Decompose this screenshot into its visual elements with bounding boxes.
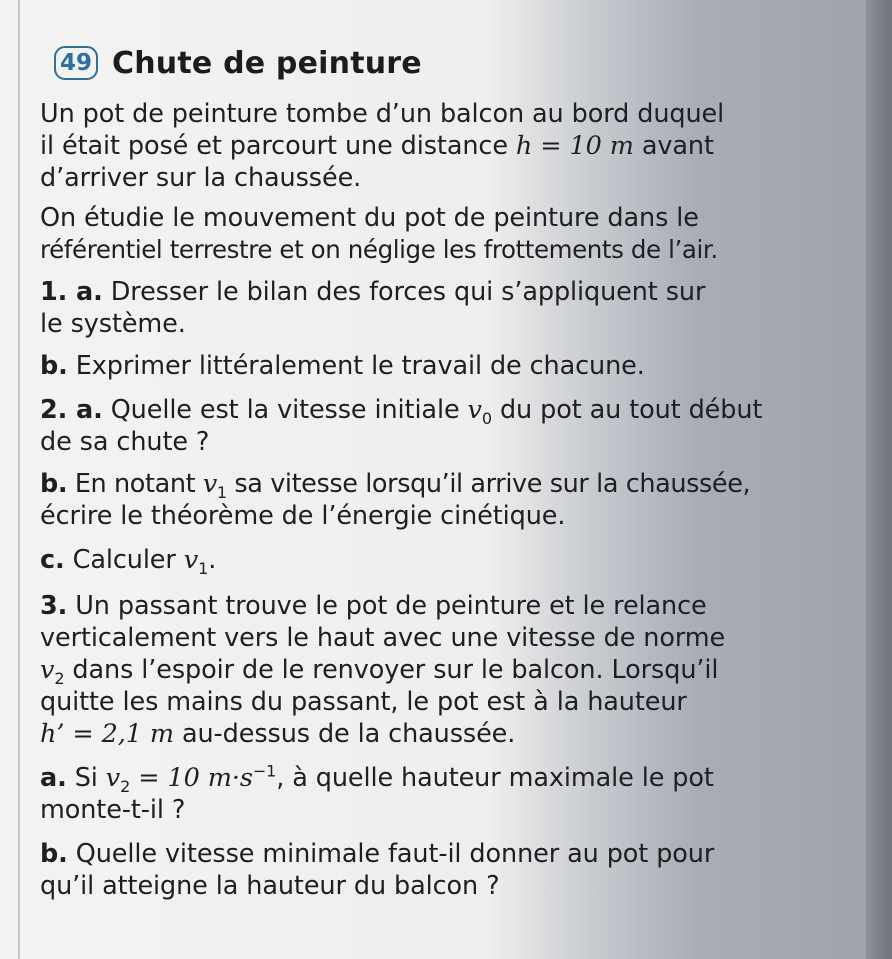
text-l22: qu’il atteigne la hauteur du balcon ?: [40, 871, 500, 901]
question-3: [40, 590, 707, 622]
math-v2-eq: = 10 m·s: [130, 763, 253, 793]
var-v1: v: [202, 469, 217, 499]
math-h-prime: h’ = 2,1 m: [40, 719, 174, 749]
q2b-label: b.: [40, 469, 68, 499]
text-line-18: [40, 718, 515, 750]
text-l3: d’arriver sur la chaussée.: [40, 163, 362, 193]
q1a-text: Dresser le bilan des forces qui s’appliquent sur: [102, 277, 706, 307]
text-l18: au-dessus de la chaussée.: [173, 719, 516, 749]
text-line-22: [40, 870, 500, 902]
q2a-text: Quelle est la vitesse initiale: [102, 395, 468, 425]
q2b-text: En notant: [67, 469, 203, 499]
question-1a: [40, 276, 705, 308]
exercise-number-badge: 49: [54, 46, 98, 80]
question-3a: [40, 761, 714, 797]
math-h: h = 10 m: [515, 131, 634, 161]
text-l15: verticalement vers le haut avec une vitesse de norme: [40, 623, 726, 653]
q1a-label: 1. a.: [40, 277, 103, 307]
q3b-label: b.: [40, 839, 68, 869]
q1b-text: Exprimer littéralement le travail de chacune.: [67, 351, 645, 381]
q3-text: Un passant trouve le pot de peinture et le relance: [67, 591, 707, 621]
var-v1-calc: v: [183, 545, 199, 575]
page-fold: [18, 0, 20, 959]
sub-v1-calc: 1: [198, 559, 209, 579]
q3-label: 3.: [40, 591, 68, 621]
text-line-12: [40, 500, 565, 532]
sub-v2: 2: [54, 669, 65, 689]
exercise-title: Chute de peinture: [112, 45, 422, 81]
sub-v0: 0: [481, 409, 492, 429]
text-l20: monte-t-il ?: [40, 795, 186, 825]
sup-unit: −1: [252, 761, 277, 781]
page-edge-shadow: [866, 0, 892, 959]
text-line-10: [40, 426, 209, 458]
text-line-7: [40, 308, 186, 340]
question-2b: [40, 468, 751, 503]
q2c-text: Calculer: [64, 545, 184, 575]
q2a-tail: du pot au tout début: [491, 395, 763, 425]
text-line-3: [40, 162, 361, 194]
text-line-4: [40, 202, 699, 234]
sub-v1: 1: [216, 483, 227, 503]
text-l4: On étudie le mouvement du pot de peinture dans le: [40, 203, 699, 233]
text-line-20: [40, 794, 185, 826]
text-line-15: [40, 622, 725, 654]
text-l2a: il était posé et parcourt une distance: [40, 131, 516, 161]
q3a-tail: , à quelle hauteur maximale le pot: [276, 763, 714, 793]
q2a-label: 2. a.: [40, 395, 103, 425]
sub-v2-value: 2: [120, 777, 131, 797]
text-l2b: avant: [633, 131, 714, 161]
q3b-text: Quelle vitesse minimale faut-il donner au pot pour: [67, 839, 715, 869]
q2b-tail: sa vitesse lorsqu’il arrive sur la chaussée,: [226, 469, 751, 499]
exercise-header: [40, 40, 870, 86]
text-line-16: [40, 654, 719, 689]
text-line-2: [40, 130, 714, 162]
text-l16: dans l’espoir de le renvoyer sur le balcon. Lorsqu’il: [64, 655, 719, 685]
text-line-17: [40, 686, 687, 718]
text-l5: référentiel terrestre et on néglige les frottements de l’air.: [40, 235, 718, 264]
question-2c: [40, 544, 217, 579]
text-line-1: [40, 98, 724, 130]
q1b-label: b.: [40, 351, 68, 381]
q2c-label: c.: [40, 545, 65, 575]
text-l1: Un pot de peinture tombe d’un balcon au bord duquel: [40, 99, 725, 129]
q2c-tail: .: [208, 545, 217, 575]
q3a-text: Si: [66, 763, 106, 793]
text-line-5: [40, 234, 718, 266]
text-l7: le système.: [40, 309, 186, 339]
var-v2-value: v: [105, 763, 121, 793]
text-l17: quitte les mains du passant, le pot est à la hauteur: [40, 687, 687, 717]
text-l12: écrire le théorème de l’énergie cinétique.: [40, 501, 566, 531]
var-v2: v: [40, 655, 55, 685]
question-2a: [40, 394, 763, 429]
question-3b: [40, 838, 714, 870]
q3a-label: a.: [40, 763, 67, 793]
var-v0: v: [467, 395, 482, 425]
question-1b: [40, 350, 645, 382]
text-l10: de sa chute ?: [40, 427, 210, 457]
